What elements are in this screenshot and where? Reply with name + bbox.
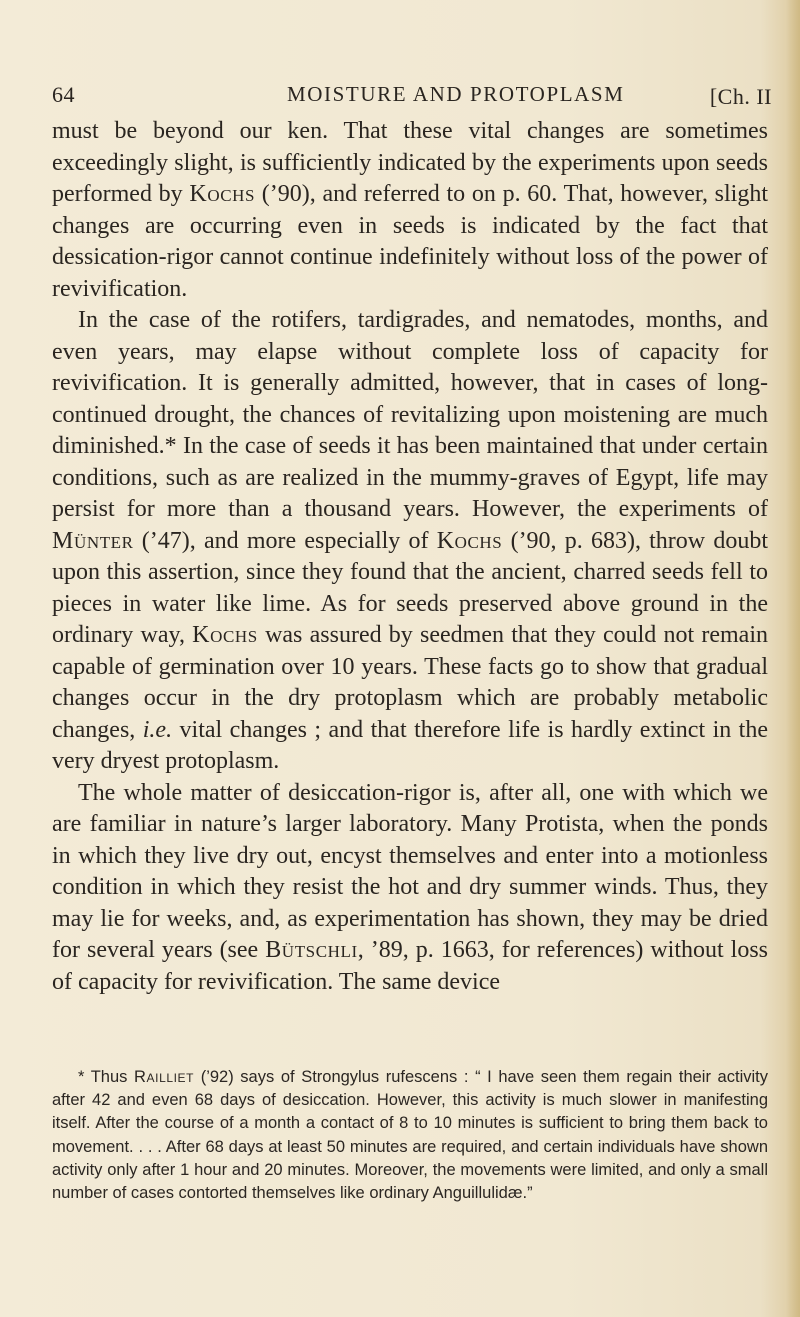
paragraph <box>52 116 768 305</box>
footnote-area <box>52 1066 768 1205</box>
paragraph <box>52 778 768 999</box>
text-run: (’90), and referred to on p. 60. That, however, slight changes are occurring even in seeds is indicated by the fact that dessication-rigor cannot continue indefinitely without loss of the power of revivification. <box>52 181 769 302</box>
text-run: * Thus <box>78 1068 135 1086</box>
author-name: Münter <box>52 527 134 554</box>
text-run: was assured by seedmen that they could not remain capable of germination over 10 years. These facts go to show that gradual changes occur in the dry protoplasm which are probably metabolic changes, <box>52 622 768 743</box>
author-name: Kochs <box>436 527 503 554</box>
text-run: (’47), and more especially of <box>133 527 437 554</box>
footnote <box>52 1066 768 1205</box>
italic-text: i.e. <box>142 716 173 743</box>
page-number: 64 <box>52 82 75 107</box>
running-title: MOISTURE AND PROTOPLASM <box>287 82 625 106</box>
text-run: vital changes ; and that therefore life is hardly extinct in the very dryest protoplasm. <box>52 716 769 774</box>
text-run: The whole matter of desiccation-rigor is, after all, one with which we are familiar in nature’s larger laboratory. Many Protista, when the ponds in which they live dry out, encyst themselves and enter into a motionless condition in which they resist the hot and dry summer winds. Thus, they may lie for weeks, and, as experimentation has shown, they may be dried for several years (see <box>52 779 768 963</box>
text-run: (’90, p. 683), throw doubt upon this assertion, since they found that the ancient, charred seeds fell to pieces in water like lime. As for seeds preserved above ground in the ordinary way, <box>52 527 768 648</box>
author-name: Bütschli <box>265 937 358 963</box>
text-run: must be beyond our ken. That these vital changes are sometimes exceedingly slight, is sufficiently indicated by the experiments upon seeds performed by <box>52 118 768 207</box>
text-run: (’92) says of Strongylus rufescens : “ I have seen them regain their activity after 42 and even 68 days of desiccation. However, this activity is much slower in manifesting itself. After the course of a month a contact of 8 to 10 minutes is sufficient to bring them back to movement. . . . After 68 days at least 50 minutes are required, and certain individuals have shown activity only after 1 hour and 20 minutes. Moreover, the movements were limited, and only a small number of cases contorted themselves like ordinary Anguillulidæ.” <box>52 1068 768 1203</box>
text-run: In the case of the rotifers, tardigrades, and nematodes, months, and even years, may elapse without complete loss of capacity for revivification. It is generally admitted, however, that in cases of long-continued drought, the chances of revitalizing upon moistening are much diminished.* In the case of seeds it has been maintained that under certain conditions, such as are realized in the mummy-graves of Egypt, life may persist for more than a thousand years. However, the experiments of <box>52 307 768 522</box>
text-run: , ’89, p. 1663, for references) without loss of capacity for revivification. The same device <box>52 937 768 995</box>
running-head <box>52 82 772 112</box>
author-name: Railliet <box>134 1068 195 1086</box>
author-name: Kochs <box>189 181 256 207</box>
paragraph <box>52 305 768 778</box>
page-edge-shadow <box>786 0 800 1317</box>
chapter-marker: [Ch. II <box>709 84 772 109</box>
body-text <box>52 116 768 998</box>
author-name: Kochs <box>192 622 258 648</box>
